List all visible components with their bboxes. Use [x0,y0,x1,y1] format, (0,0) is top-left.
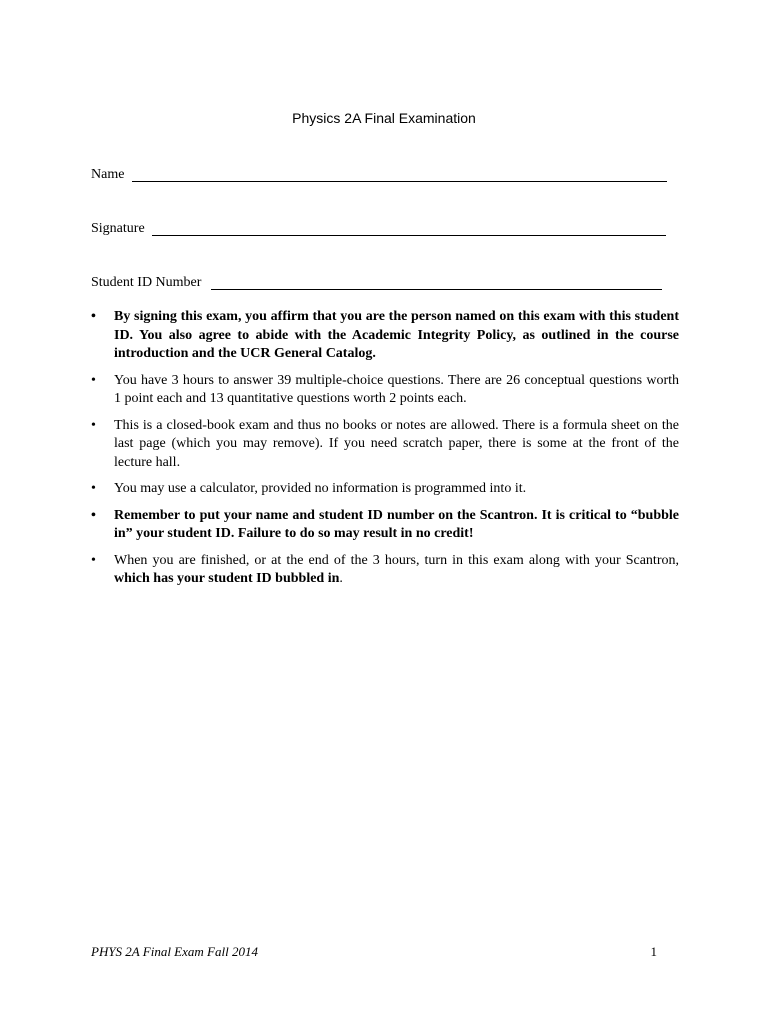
instruction-text: Remember to put your name and student ID number on the Scantron. It is critical to “bubble in” your student ID. Failure to do so may result in no credit! [114,507,679,541]
instruction-text: You may use a calculator, provided no information is programmed into it. [114,481,527,496]
page-number: 1 [650,944,657,959]
instruction-text: You have 3 hours to answer 39 multiple-choice questions. There are 26 conceptual questions worth 1 point each and 13 quantitative questions worth 2 points each. [114,372,679,406]
signature-field [91,214,666,236]
bullet-icon: • [91,372,96,388]
page-title: Physics 2A Final Examination [292,110,476,126]
name-line[interactable] [132,181,667,182]
list-item [91,507,679,544]
list-item [91,480,679,499]
footer-course-label: PHYS 2A Final Exam Fall 2014 [91,944,258,959]
bullet-icon: • [91,309,96,324]
student-id-field [91,268,662,290]
bullet-icon: • [91,507,96,523]
bullet-icon: • [91,552,96,568]
signature-line[interactable] [152,235,666,236]
bullet-icon: • [91,481,96,496]
instructions-list [91,308,679,597]
name-label: Name [91,167,125,182]
instruction-text: This is a closed-book exam and thus no books or notes are allowed. There is a formula sheet on the last page (which you may remove). If you need scratch paper, there is some at the front of the lecture hall. [114,417,679,470]
instruction-text: When you are finished, or at the end of the 3 hours, turn in this exam along with your Scantron, [114,552,679,568]
list-item [91,552,679,589]
name-field [91,160,667,182]
bullet-icon: • [91,417,96,433]
instruction-end: . [339,571,343,586]
student-id-label: Student ID Number [91,275,202,290]
instruction-emphasis: which has your student ID bubbled in [114,571,340,586]
list-item [91,417,679,473]
list-item [91,308,679,364]
instruction-text: By signing this exam, you affirm that you are the person named on this exam with this student ID. You also agree to abide with the Academic Integrity Policy, as outlined in the course introduction and the UCR General Catalog. [114,309,679,361]
signature-label: Signature [91,221,145,236]
list-item [91,372,679,409]
student-id-line[interactable] [211,289,662,290]
